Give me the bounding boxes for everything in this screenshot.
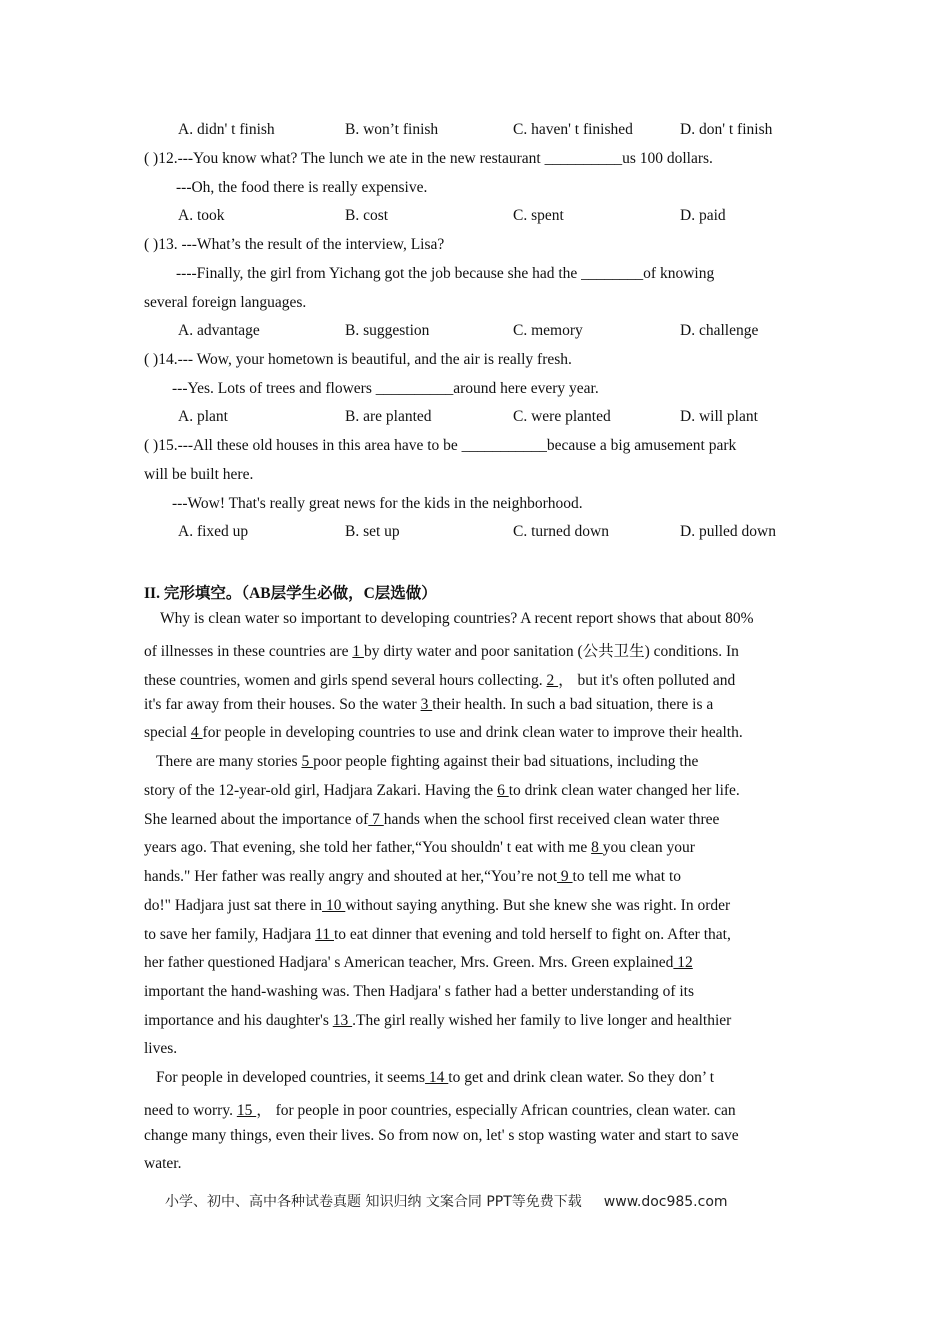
passage-line: water.: [144, 1155, 182, 1172]
passage-line: important the hand-washing was. Then Hadjara' s father had a better understanding of its: [144, 983, 695, 1000]
q15-stem: ( )15.---All these old houses in this area have to be ___________because a big amusement park: [144, 437, 737, 454]
q13-option-c: C. memory: [513, 322, 583, 339]
q12-stem: ( )12.---You know what? The lunch we ate in the new restaurant __________us 100 dollars.: [144, 150, 713, 167]
q11-option-d: D. don' t finish: [680, 121, 773, 138]
q12-option-d: D. paid: [680, 207, 726, 224]
blank-3: 3: [420, 696, 433, 713]
q14-option-a: A. plant: [178, 408, 228, 425]
q13-stem: ( )13. ---What’s the result of the interview, Lisa?: [144, 236, 445, 253]
q11-option-b: B. won’t finish: [345, 121, 439, 138]
footer-url[interactable]: www.doc985.com: [603, 1194, 728, 1210]
q15-options: [178, 523, 818, 543]
q12-reply: ---Oh, the food there is really expensive.: [176, 179, 428, 196]
q15-option-a: A. fixed up: [178, 523, 249, 540]
blank-9: 9: [557, 868, 573, 885]
q15-option-b: B. set up: [345, 523, 400, 540]
passage-line: change many things, even their lives. So from now on, let' s stop wasting water and start to save: [144, 1127, 739, 1144]
q15-stem-cont: will be built here.: [144, 466, 254, 483]
q13-option-d: D. challenge: [680, 322, 759, 339]
blank-4: 4: [190, 724, 203, 741]
passage-line: lives.: [144, 1040, 178, 1057]
blank-10: 10: [322, 897, 346, 914]
passage-line: do!" Hadjara just sat there in 10 without saying anything. But she knew she was right. In order: [144, 897, 731, 914]
q14-stem: ( )14.--- Wow, your hometown is beautiful, and the air is really fresh.: [144, 351, 572, 368]
blank-12: 12: [673, 954, 693, 971]
passage-line: need to worry. 15 ， for people in poor countries, especially African countries, clean water. can: [144, 1102, 736, 1119]
q13-reply: ----Finally, the girl from Yichang got the job because she had the ________of knowing: [176, 265, 715, 282]
blank-2: 2: [546, 672, 559, 689]
blank-8: 8: [591, 839, 603, 856]
q15-reply: ---Wow! That's really great news for the kids in the neighborhood.: [172, 495, 583, 512]
q12-option-c: C. spent: [513, 207, 564, 224]
passage-line: these countries, women and girls spend several hours collecting. 2 ， but it's often polluted and: [144, 672, 736, 689]
blank-6: 6: [497, 782, 509, 799]
passage-line: For people in developed countries, it seems 14 to get and drink clean water. So they don’ t: [156, 1069, 715, 1086]
passage-line: to save her family, Hadjara 11 to eat dinner that evening and told herself to fight on. After that,: [144, 926, 731, 943]
blank-11: 11: [315, 926, 334, 943]
passage-line: hands." Her father was really angry and shouted at her,“You’re not 9 to tell me what to: [144, 868, 682, 885]
blank-14: 14: [425, 1069, 449, 1086]
blank-7: 7: [368, 811, 384, 828]
q14-options: [178, 408, 818, 428]
footer-text: 小学、初中、高中各种试卷真题 知识归纳 文案合同 PPT等免费下载: [165, 1194, 582, 1210]
passage-line: years ago. That evening, she told her father,“You shouldn' t eat with me 8 you clean your: [144, 839, 695, 856]
q15-option-d: D. pulled down: [680, 523, 777, 540]
q11-option-a: A. didn' t finish: [178, 121, 275, 138]
q12-option-b: B. cost: [345, 207, 389, 224]
passage-line: of illnesses in these countries are 1 by dirty water and poor sanitation (公共卫生) conditions. In: [144, 643, 739, 660]
q15-option-c: C. turned down: [513, 523, 610, 540]
blank-13: 13: [332, 1012, 353, 1029]
passage-line: She learned about the importance of 7 hands when the school first received clean water three: [144, 811, 720, 828]
q11-option-c: C. haven' t finished: [513, 121, 633, 138]
q14-option-b: B. are planted: [345, 408, 432, 425]
blank-1: 1: [352, 643, 364, 660]
q14-option-d: D. will plant: [680, 408, 758, 425]
passage-line: story of the 12-year-old girl, Hadjara Zakari. Having the 6 to drink clean water changed her life.: [144, 782, 740, 799]
q13-options: [178, 322, 818, 342]
q13-option-b: B. suggestion: [345, 322, 430, 339]
q12-option-a: A. took: [178, 207, 225, 224]
page-footer: [165, 1191, 728, 1211]
q12-options: [178, 207, 818, 227]
passage-line: it's far away from their houses. So the water 3 their health. In such a bad situation, there is a: [144, 696, 714, 713]
passage-line: special 4 for people in developing countries to use and drink clean water to improve their health.: [144, 724, 743, 741]
passage-line: importance and his daughter's 13 .The girl really wished her family to live longer and healthier: [144, 1012, 732, 1029]
q13-option-a: A. advantage: [178, 322, 260, 339]
q14-option-c: C. were planted: [513, 408, 611, 425]
section-heading: II. 完形填空。（AB层学生必做，C层选做）: [144, 585, 437, 602]
blank-5: 5: [301, 753, 314, 770]
q11-options: [178, 121, 818, 141]
blank-15: 15: [236, 1102, 257, 1119]
passage-line: Why is clean water so important to developing countries? A recent report shows that about 80%: [160, 610, 754, 627]
q14-reply: ---Yes. Lots of trees and flowers __________around here every year.: [172, 380, 599, 397]
passage-line: There are many stories 5 poor people fighting against their bad situations, including the: [156, 753, 699, 770]
q13-reply-cont: several foreign languages.: [144, 294, 307, 311]
passage-line: her father questioned Hadjara' s American teacher, Mrs. Green. Mrs. Green explained 12: [144, 954, 693, 971]
